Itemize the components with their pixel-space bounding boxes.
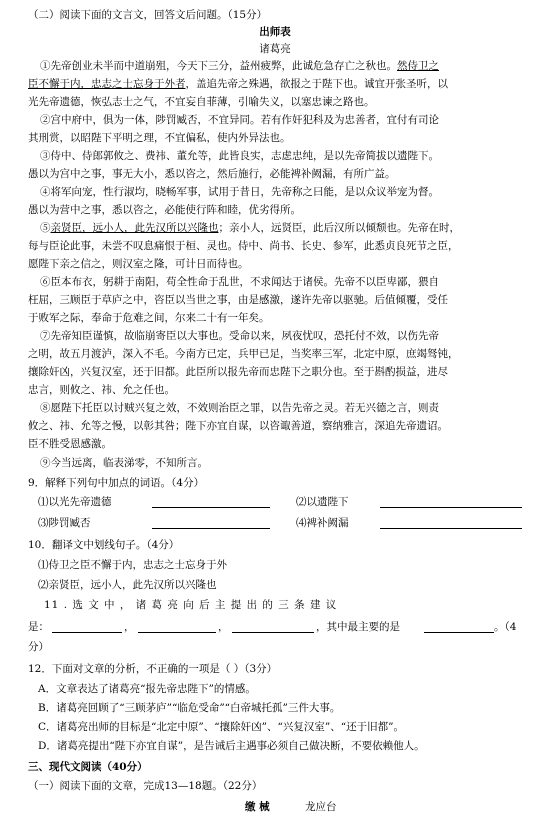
answer-blank[interactable] (138, 631, 216, 633)
paragraph-line (40, 59, 439, 73)
q11-end: 。（4 (494, 621, 517, 633)
question-10-stem: 10．翻译文中划线句子。（4分） (28, 539, 180, 551)
paragraph-line (28, 77, 448, 91)
q9-item-2: ⑵以遗陛下 (296, 496, 349, 508)
q11-prefix: 是： (28, 621, 49, 633)
paragraph-line: 攸之、祎、允等之慢，以彰其咎；陛下亦宜自谋，以咨诹善道，察纳雅言，深追先帝遗诏。 (28, 420, 448, 432)
q12-option-c: C．诸葛亮出师的目标是“北定中原”、“攘除奸凶”、“兴复汉室”、“还于旧都”。 (38, 721, 404, 733)
paragraph-line: ④将军向宠，性行淑均，晓畅军事，试用于昔日，先帝称之曰能，是以众议举宠为督。 (40, 186, 439, 198)
q11-mid: ，其中最主要的是 (316, 621, 400, 633)
paragraph-line: 愚以为宫中之事，事无大小，悉以咨之，然后施行，必能裨补阙漏，有所广益。 (28, 168, 396, 180)
text-span: ；亲小人，远贤臣，此后汉所以倾颓也。先帝在时， (218, 222, 460, 234)
paragraph-line: 愚以为营中之事，悉以咨之，必能使行阵和睦，优劣得所。 (28, 204, 301, 216)
q12-option-b: B．诸葛亮回顾了“三顾茅庐”“临危受命”“白帝城托孤”三件大事。 (38, 702, 341, 714)
essay-author: 诸葛亮 (259, 43, 291, 55)
q9-item-1: ⑴以光先帝遗德 (38, 496, 112, 508)
text-span: ①先帝创业未半而中道崩殂，今天下三分，益州疲弊，此诚危急存亡之秋也。 (40, 60, 397, 72)
answer-blank[interactable] (380, 506, 522, 508)
q9-item-3: ⑶陟罚臧否 (38, 517, 91, 529)
essay-title: 出师表 (259, 26, 291, 38)
paragraph-line: 枉屈，三顾臣于草庐之中，咨臣以当世之事，由是感激，遂许先帝以驱驰。后值倾覆，受任 (28, 294, 448, 306)
q10-item-1: ⑴侍卫之臣不懈于内，忠志之士忘身于外 (38, 559, 227, 571)
paragraph-line: 于败军之际，奉命于危难之间，尔来二十有一年矣。 (28, 312, 270, 324)
q9-item-4: ⑷裨补阙漏 (296, 517, 349, 529)
question-12-stem: 12．下面对文章的分析，不正确的一项是（ ）（3分） (28, 663, 278, 675)
paragraph-line (40, 221, 460, 235)
q12-option-a: A．文章表达了诸葛亮“报先帝忠陛下”的情感。 (38, 683, 256, 695)
paragraph-line: ⑨今当远离，临表涕零，不知所言。 (40, 457, 208, 469)
paragraph-line: 每与臣论此事，未尝不叹息痛恨于桓、灵也。侍中、尚书、长史、参军，此悉贞良死节之臣， (28, 240, 459, 252)
q12-option-d: D．诸葛亮提出“陛下亦宜自谋”，是告诫后主遇事必须自己做决断，不要依赖他人。 (38, 740, 425, 752)
answer-blank[interactable] (152, 506, 270, 508)
q10-item-2: ⑵亲贤臣，远小人，此先汉所以兴隆也 (38, 579, 217, 591)
question-11-stem: 11 . 选 文 中 ， 诸 葛 亮 向 后 主 提 出 的 三 条 建 议 (44, 599, 338, 611)
paragraph-line: ⑧愿陛下托臣以讨贼兴复之效，不效则治臣之罪，以告先帝之灵。若无兴德之言，则责 (40, 402, 439, 414)
q11-sep: ， (218, 621, 229, 633)
question-9-stem: 9．解释下列句中加点的词语。（4分） (28, 477, 205, 489)
q11-sep: ， (124, 621, 135, 633)
paragraph-line: 其刑赏，以昭陛下平明之理，不宜偏私，使内外异法也。 (28, 132, 291, 144)
answer-blank[interactable] (152, 527, 270, 529)
underlined-sentence: 然侍卫之 (397, 60, 439, 72)
paragraph-line: ②宫中府中，俱为一体，陟罚臧否，不宜异同。若有作奸犯科及为忠善者，宜付有司论 (40, 114, 439, 126)
next-essay-author: 龙应台 (305, 801, 337, 813)
answer-blank[interactable] (380, 527, 522, 529)
section-3-sub: （一）阅读下面的文章，完成13—18题。（22分） (28, 780, 263, 792)
section-3-header: 三、现代文阅读（40分） (28, 761, 148, 773)
paragraph-line: ③侍中、侍郎郭攸之、费祎、董允等，此皆良实，志虑忠纯，是以先帝简拔以遗陛下。 (40, 150, 439, 162)
paragraph-line: 之明，故五月渡泸，深入不毛。今南方已定，兵甲已足，当奖率三军，北定中原，庶竭驽钝， (28, 348, 459, 360)
section-header: （二）阅读下面的文言文，回答文后问题。（15分） (28, 9, 268, 21)
next-essay-title: 缴 械 (245, 801, 270, 813)
text-span: ⑤ (40, 222, 51, 234)
paragraph-line: 愿陛下亲之信之，则汉室之隆，可计日而待也。 (28, 258, 249, 270)
paragraph-line: ⑦先帝知臣谨慎，故临崩寄臣以大事也。受命以来，夙夜忧叹，恐托付不效，以伤先帝 (40, 330, 439, 342)
paragraph-line: ⑥臣本布衣，躬耕于南阳，苟全性命于乱世，不求闻达于诸侯。先帝不以臣卑鄙，猥自 (40, 276, 439, 288)
paragraph-line: 光先帝遗德，恢弘志士之气，不宜妄自菲薄，引喻失义，以塞忠谏之路也。 (28, 96, 375, 108)
text-span: ，盖追先帝之殊遇，欲报之于陛下也。诚宜开张圣听，以 (185, 78, 448, 90)
q11-tail: 分） (28, 641, 49, 653)
underlined-sentence: 亲贤臣，远小人，此先汉所以兴隆也 (50, 222, 219, 234)
paragraph-line: 臣不胜受恩感激。 (28, 438, 112, 450)
paragraph-line: 忠言，则攸之、祎、允之任也。 (28, 384, 175, 396)
answer-blank[interactable] (232, 631, 314, 633)
paragraph-line: 攘除奸凶，兴复汉室，还于旧都。此臣所以报先帝而忠陛下之职分也。至于斟酌损益，进尽 (28, 366, 448, 378)
underlined-sentence: 臣不懈于内，忠志之士忘身于外者 (28, 78, 186, 90)
answer-blank[interactable] (424, 631, 494, 633)
answer-blank[interactable] (52, 631, 122, 633)
